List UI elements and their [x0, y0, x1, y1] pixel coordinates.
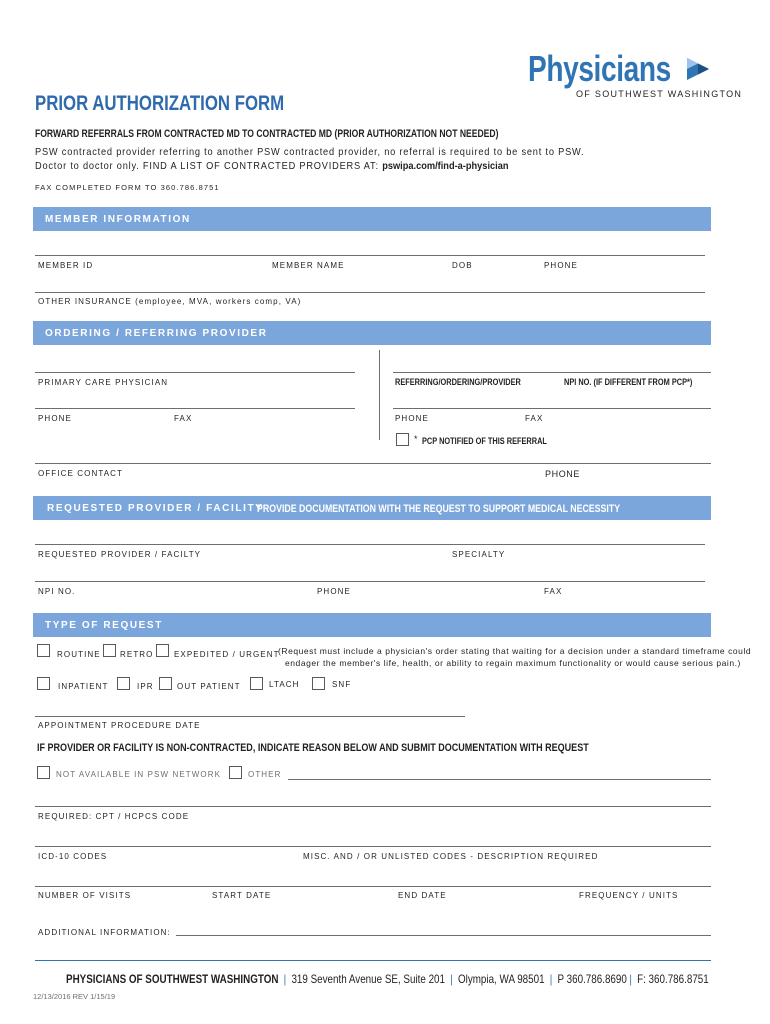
cpt-field-line[interactable]	[35, 806, 711, 807]
footer-address: 319 Seventh Avenue SE, Suite 201	[291, 972, 446, 986]
start-date-label: START DATE	[212, 891, 272, 900]
fax-instruction: FAX COMPLETED FORM TO 360.786.8751	[35, 183, 220, 192]
ltach-checkbox[interactable]	[250, 677, 263, 690]
ltach-label: LTACH	[269, 680, 300, 689]
additional-information-label: ADDITIONAL INFORMATION:	[38, 928, 171, 937]
specialty-label: SPECIALTY	[452, 550, 506, 559]
member-id-label: MEMBER ID	[38, 261, 94, 270]
footer-separator: |	[450, 972, 453, 986]
logo-subtitle: OF SOUTHWEST WASHINGTON	[576, 89, 743, 99]
footer-separator: |	[283, 972, 287, 986]
ipr-checkbox[interactable]	[117, 677, 130, 690]
footer-phone: P 360.786.8690	[557, 972, 627, 986]
routine-label: ROUTINE	[57, 650, 101, 659]
type-of-request-band	[33, 613, 711, 637]
pcp-notified-label: PCP NOTIFIED OF THIS REFERRAL	[422, 436, 547, 446]
footer-rule	[35, 960, 711, 961]
outpatient-label: OUT PATIENT	[177, 682, 241, 691]
form-subtitle: FORWARD REFERRALS FROM CONTRACTED MD TO CONTRACTED MD (PRIOR AUTHORIZATION NOT NEEDED)	[35, 128, 499, 140]
inpatient-checkbox[interactable]	[37, 677, 50, 690]
logo	[528, 48, 743, 104]
retro-label: RETRO	[120, 650, 154, 659]
other-reason-checkbox[interactable]	[229, 766, 242, 779]
member-information-heading: MEMBER INFORMATION	[45, 214, 191, 225]
logo-triangle-icon	[685, 56, 713, 82]
other-reason-label: OTHER	[248, 770, 282, 779]
expedited-checkbox[interactable]	[156, 644, 169, 657]
physician-directory-link[interactable]: pswipa.com/find-a-physician	[382, 160, 509, 172]
requested-provider-label: REQUESTED PROVIDER / FACILTY	[38, 550, 202, 559]
footer-fax: F: 360.786.8751	[637, 972, 709, 986]
outpatient-checkbox[interactable]	[159, 677, 172, 690]
additional-information-field-line[interactable]	[176, 935, 711, 936]
ordering-divider	[379, 350, 380, 440]
ipr-label: IPR	[137, 682, 154, 691]
office-contact-label: OFFICE CONTACT	[38, 469, 124, 478]
requested-fax-label: FAX	[544, 587, 563, 596]
other-reason-field-line[interactable]	[288, 779, 711, 780]
member-info-field-line[interactable]	[35, 255, 705, 256]
intro-line-1: PSW contracted provider referring to another PSW contracted provider, no referral is required to be sent to PSW.	[35, 146, 585, 158]
ordering-phone-label-right: PHONE	[395, 414, 429, 423]
cpt-label: REQUIRED: CPT / HCPCS CODE	[38, 812, 190, 821]
footer-city: Olympia, WA 98501	[457, 972, 545, 986]
requested-provider-heading: REQUESTED PROVIDER / FACILITY	[47, 503, 264, 514]
visits-field-line[interactable]	[35, 886, 711, 887]
not-available-checkbox[interactable]	[37, 766, 50, 779]
other-insurance-field-line[interactable]	[35, 292, 705, 293]
inpatient-label: INPATIENT	[58, 682, 109, 691]
footer-separator: |	[629, 972, 632, 986]
member-phone-label: PHONE	[544, 261, 578, 270]
ordering-phone-label-left: PHONE	[38, 414, 72, 423]
type-of-request-heading: TYPE OF REQUEST	[45, 620, 163, 631]
noncontracted-heading: IF PROVIDER OR FACILITY IS NON-CONTRACTED, INDICATE REASON BELOW AND SUBMIT DOCUMENTATION WITH REQUEST	[37, 742, 589, 754]
office-phone-label: PHONE	[545, 469, 581, 479]
logo-wordmark: Physicians	[528, 48, 671, 89]
expedited-note-line-2: endager the member's life, health, or ability to regain maximum functionality or would cause serious pain.)	[285, 658, 741, 668]
icd-label: ICD-10 CODES	[38, 852, 108, 861]
pcp-label: PRIMARY CARE PHYSICIAN	[38, 378, 169, 387]
requested-npi-label: NPI NO.	[38, 587, 76, 596]
appointment-date-label: APPOINTMENT PROCEDURE DATE	[38, 721, 201, 730]
office-contact-field-line[interactable]	[35, 463, 711, 464]
not-available-label: NOT AVAILABLE IN PSW NETWORK	[56, 770, 222, 779]
requested-provider-band	[33, 496, 711, 520]
revision-date: 12/13/2016 REV 1/15/19	[33, 992, 116, 1001]
ordering-phone-fax-line-left[interactable]	[35, 408, 355, 409]
retro-checkbox[interactable]	[103, 644, 116, 657]
footer-contact	[66, 972, 709, 986]
other-insurance-label: OTHER INSURANCE (employee, MVA, workers comp, VA)	[38, 297, 302, 306]
requested-provider-field-line[interactable]	[35, 544, 705, 545]
pcp-notified-checkbox[interactable]	[396, 433, 409, 446]
intro-line-2	[35, 160, 509, 172]
routine-checkbox[interactable]	[37, 644, 50, 657]
end-date-label: END DATE	[398, 891, 447, 900]
intro-line-2-text: Doctor to doctor only. FIND A LIST OF CONTRACTED PROVIDERS AT:	[35, 160, 383, 172]
footer-separator: |	[549, 972, 553, 986]
footer-org: PHYSICIANS OF SOUTHWEST WASHINGTON	[66, 972, 279, 986]
ordering-fax-label-left: FAX	[174, 414, 193, 423]
number-of-visits-label: NUMBER OF VISITS	[38, 891, 132, 900]
member-information-band	[33, 207, 711, 231]
misc-codes-label: MISC. AND / OR UNLISTED CODES - DESCRIPTION REQUIRED	[303, 852, 599, 861]
expedited-note-line-1: (Request must include a physician's order stating that waiting for a decision under a standard timeframe could	[278, 646, 752, 656]
requested-npi-field-line[interactable]	[35, 581, 705, 582]
ordering-provider-heading: ORDERING / REFERRING PROVIDER	[45, 328, 268, 339]
frequency-units-label: FREQUENCY / UNITS	[579, 891, 679, 900]
dob-label: DOB	[452, 261, 473, 270]
pcp-notified-asterisk: *	[414, 434, 418, 444]
snf-label: SNF	[332, 680, 352, 689]
ordering-fax-label-right: FAX	[525, 414, 544, 423]
pcp-field-line[interactable]	[35, 372, 355, 373]
snf-checkbox[interactable]	[312, 677, 325, 690]
form-title: PRIOR AUTHORIZATION FORM	[35, 92, 285, 115]
member-name-label: MEMBER NAME	[272, 261, 345, 270]
requested-phone-label: PHONE	[317, 587, 351, 596]
npi-if-different-label: NPI NO. (IF DIFFERENT FROM PCP*)	[564, 377, 693, 387]
medical-necessity-note: PROVIDE DOCUMENTATION WITH THE REQUEST TO SUPPORT MEDICAL NECESSITY	[257, 503, 621, 515]
icd-field-line[interactable]	[35, 846, 711, 847]
ordering-phone-fax-line-right[interactable]	[393, 408, 711, 409]
expedited-label: EXPEDITED / URGENT	[174, 650, 280, 659]
referring-field-line[interactable]	[393, 372, 711, 373]
appointment-date-field-line[interactable]	[35, 716, 465, 717]
referring-provider-label: REFERRING/ORDERING/PROVIDER	[395, 377, 521, 387]
ordering-provider-band	[33, 321, 711, 345]
